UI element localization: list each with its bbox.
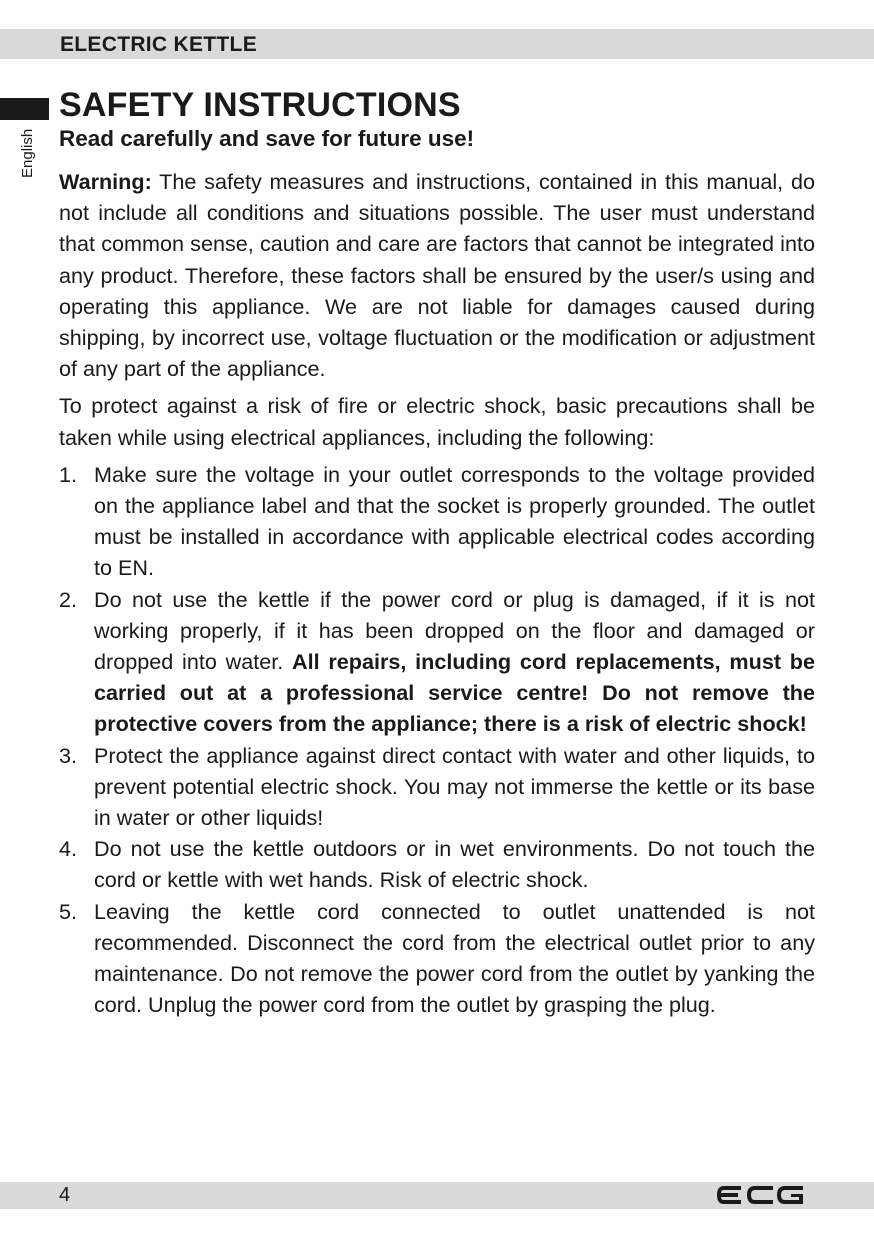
list-item [59,584,815,740]
language-label: English [19,128,36,178]
page-title: SAFETY INSTRUCTIONS [59,86,461,124]
warning-paragraph [59,166,815,384]
item-number: 4. [59,836,78,862]
page-subtitle: Read carefully and save for future use! [59,126,475,151]
list-item [59,896,815,1021]
document-body [59,166,815,1020]
item-text: Do not use the kettle outdoors or in wet environments. Do not touch the cord or kettle with wet hands. Risk of electric shock. [94,836,815,893]
product-name: ELECTRIC KETTLE [60,33,257,56]
ecg-logo [714,1183,806,1207]
item-text: Make sure the voltage in your outlet corresponds to the voltage provided on the appliance label and that the socket is properly grounded. The outlet must be installed in accordance with applicable electrical codes according to EN. [94,461,815,581]
header-band [0,29,874,59]
item-text: Leaving the kettle cord connected to outlet unattended is not recommended. Disconnect the cord from the electrical outlet prior to any maintenance. Do not remove the power cord from the outlet by yanking the cord. Unplug the power cord from the outlet by grasping the plug. [94,898,815,1018]
instruction-list [59,459,815,1021]
item-text: Do not use the kettle if the power cord or plug is damaged, if it is not working properly, if it has been dropped on the floor and damaged or dropped into water. [94,586,815,675]
warning-text: The safety measures and instructions, contained in this manual, do not include all conditions and situations possible. The user must understand that common sense, caution and care are factors that cannot be integrated into any product. Therefore, these factors shall be ensured by the user/s using and operating this appliance. We are not liable for damages caused during shipping, by incorrect use, voltage fluctuation or the modification or adjustment of any part of the appliance. [59,169,815,382]
item-number: 2. [59,586,78,612]
list-item [59,740,815,834]
page-number: 4 [59,1184,71,1206]
section-marker [0,98,49,120]
item-number: 1. [59,461,78,487]
list-item [59,833,815,895]
item-bold-text: All repairs, including cord replacements, must be carried out at a professional service centre! Do not remove the protective covers from the appliance; there is a risk of electric shock! [94,649,815,737]
intro-paragraph: To protect against a risk of fire or electric shock, basic precautions shall be taken while using electrical appliances, including the following: [59,393,815,450]
item-number: 3. [59,742,78,768]
item-number: 5. [59,898,78,924]
warning-label: Warning: [59,169,152,194]
list-item [59,459,815,584]
item-text: Protect the appliance against direct contact with water and other liquids, to prevent potential electric shock. You may not immerse the kettle or its base in water or other liquids! [94,742,815,831]
